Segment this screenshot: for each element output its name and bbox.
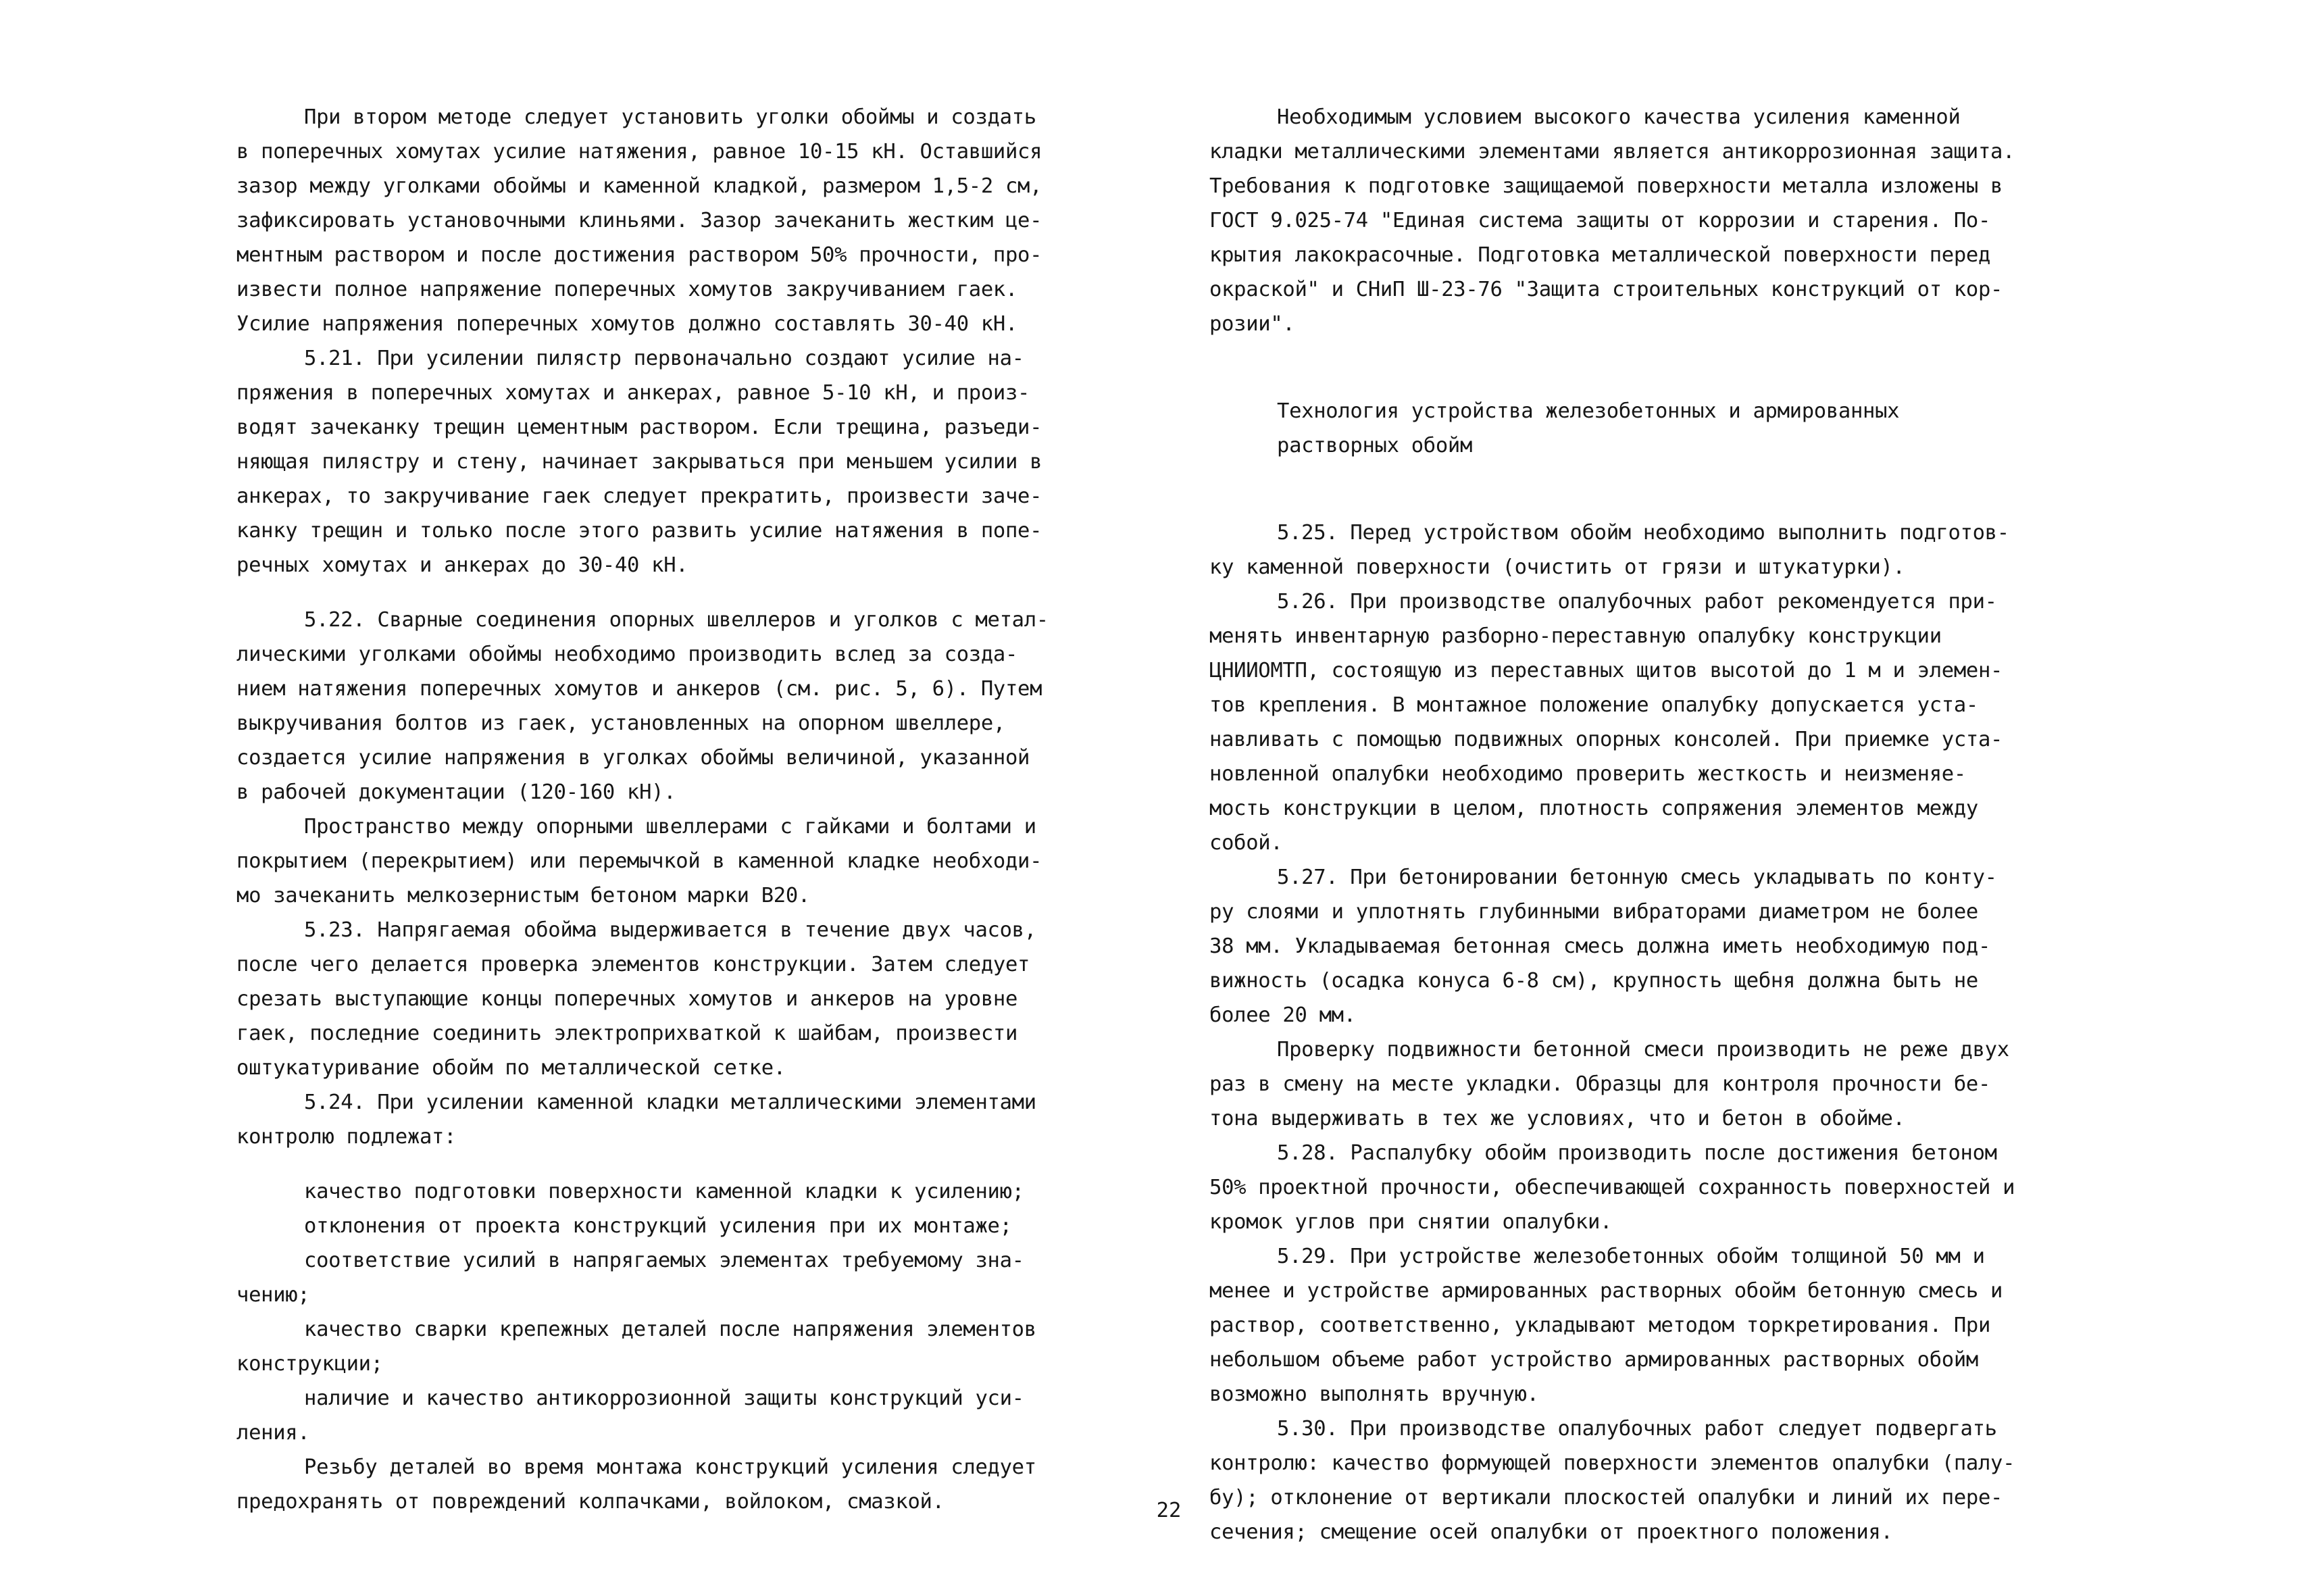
text-line: в поперечных хомутах усилие натяжения, равное 10-15 кН. Оставшийся: [236, 140, 1042, 164]
text-line: Проверку подвижности бетонной смеси производить не реже двух: [1277, 1038, 2009, 1062]
text-line: собой.: [1209, 831, 1283, 855]
text-line: более 20 мм.: [1209, 1003, 1356, 1027]
text-line: менее и устройстве армированных растворных обойм бетонную смесь и: [1209, 1279, 2003, 1303]
text-line: качество сварки крепежных деталей после напряжения элементов: [304, 1318, 1036, 1341]
left-text-column: [236, 100, 1142, 1519]
text-line: лическими уголками обоймы необходимо производить вслед за созда-: [236, 643, 1018, 666]
text-line: отклонения от проекта конструкций усиления при их монтаже;: [304, 1214, 1012, 1238]
text-line: тов крепления. В монтажное положение опалубку допускается уста-: [1209, 693, 1978, 717]
text-line: контролю подлежат:: [236, 1125, 457, 1149]
text-line: предохранять от повреждений колпачками, войлоком, смазкой.: [236, 1490, 945, 1514]
text-line: крытия лакокрасочные. Подготовка металлической поверхности перед: [1209, 243, 1991, 267]
text-line: возможно выполнять вручную.: [1209, 1382, 1539, 1406]
text-line: 5.21. При усилении пилястр первоначально создают усилие на-: [304, 347, 1024, 370]
text-line: водят зачеканку трещин цементным раствором. Если трещина, разъеди-: [236, 416, 1042, 439]
text-line: 5.25. Перед устройством обойм необходимо выполнить подготов-: [1277, 521, 2009, 545]
text-line: Пространство между опорными швеллерами с гайками и болтами и: [304, 815, 1036, 839]
text-line: после чего делается проверка элементов конструкции. Затем следует: [236, 953, 1030, 976]
text-line: ру слоями и уплотнять глубинными вибраторами диаметром не более: [1209, 900, 1978, 924]
text-line: кладки металлическими элементами является антикоррозионная защита.: [1209, 140, 2015, 164]
text-line: извести полное напряжение поперечных хомутов закручиванием гаек.: [236, 278, 1018, 301]
text-line: Технология устройства железобетонных и армированных: [1277, 399, 1900, 423]
text-line: навливать с помощью подвижных опорных консолей. При приемке уста-: [1209, 728, 2003, 751]
text-line: тона выдерживать в тех же условиях, что и бетон в обойме.: [1209, 1107, 1905, 1130]
text-line: канку трещин и только после этого развить усилие натяжения в попе-: [236, 519, 1042, 543]
text-line: 5.30. При производстве опалубочных работ следует подвергать: [1277, 1417, 1997, 1441]
text-line: Требования к подготовке защищаемой поверхности металла изложены в: [1209, 174, 2003, 198]
text-line: няющая пилястру и стену, начинает закрываться при меньшем усилии в: [236, 450, 1042, 474]
text-line: гаек, последние соединить электроприхваткой к шайбам, произвести: [236, 1022, 1018, 1045]
text-line: срезать выступающие концы поперечных хомутов и анкеров на уровне: [236, 987, 1018, 1011]
text-line: 5.27. При бетонировании бетонную смесь укладывать по конту-: [1277, 866, 1997, 889]
text-line: ЦНИИОМТП, состоящую из переставных щитов высотой до 1 м и элемен-: [1209, 659, 2003, 682]
text-line: контролю: качество формующей поверхности элементов опалубки (палу-: [1209, 1451, 2015, 1475]
text-line: окраской" и СНиП Ш-23-76 "Защита строительных конструкций от кор-: [1209, 278, 2003, 301]
text-line: кромок углов при снятии опалубки.: [1209, 1210, 1613, 1234]
text-line: 5.26. При производстве опалубочных работ рекомендуется при-: [1277, 590, 1997, 614]
text-line: оштукатуривание обойм по металлической сетке.: [236, 1056, 786, 1080]
text-line: вижность (осадка конуса 6-8 см), крупность щебня должна быть не: [1209, 969, 1978, 993]
section-gap: [1209, 341, 2135, 394]
text-line: мость конструкции в целом, плотность сопряжения элементов между: [1209, 797, 1978, 820]
text-line: 38 мм. Укладываемая бетонная смесь должна иметь необходимую под-: [1209, 934, 1991, 958]
text-line: новленной опалубки необходимо проверить жесткость и неизменяе-: [1209, 762, 1966, 786]
text-line: ГОСТ 9.025-74 "Единая система защиты от коррозии и старения. По-: [1209, 209, 1991, 232]
text-line: 5.22. Сварные соединения опорных швеллеров и уголков с метал-: [304, 608, 1049, 632]
text-line: анкерах, то закручивание гаек следует прекратить, произвести заче-: [236, 484, 1042, 508]
text-line: нием натяжения поперечных хомутов и анкеров (см. рис. 5, 6). Путем: [236, 677, 1042, 701]
text-line: раз в смену на месте укладки. Образцы для контроля прочности бе-: [1209, 1072, 1991, 1096]
text-line: конструкции;: [236, 1352, 383, 1376]
text-line: растворных обойм: [1277, 434, 1473, 457]
text-line: 5.28. Распалубку обойм производить после достижения бетоном: [1277, 1141, 1997, 1165]
text-line: 50% проектной прочности, обеспечивающей сохранность поверхностей и: [1209, 1176, 2015, 1199]
text-line: небольшом объеме работ устройство армированных растворных обойм: [1209, 1348, 1978, 1372]
text-line: розии".: [1209, 312, 1295, 336]
text-line: Резьбу деталей во время монтажа конструкций усиления следует: [304, 1455, 1036, 1479]
paragraph-gap: [236, 1154, 1142, 1174]
text-line: 5.23. Напрягаемая обойма выдерживается в течение двух часов,: [304, 918, 1036, 942]
text-line: наличие и качество антикоррозионной защиты конструкций уси-: [304, 1387, 1024, 1410]
text-line: создается усилие напряжения в уголках обоймы величиной, указанной: [236, 746, 1030, 770]
text-line: 5.29. При устройстве железобетонных обойм толщиной 50 мм и: [1277, 1245, 1985, 1268]
text-line: ментным раствором и после достижения раствором 50% прочности, про-: [236, 243, 1042, 267]
text-line: сечения; смещение осей опалубки от проектного положения.: [1209, 1520, 1893, 1544]
section-gap: [1209, 463, 2135, 516]
text-line: зафиксировать установочными клиньями. Зазор зачеканить жестким це-: [236, 209, 1042, 232]
text-line: Необходимым условием высокого качества усиления каменной: [1277, 105, 1961, 129]
text-line: зазор между уголками обоймы и каменной кладкой, размером 1,5-2 см,: [236, 174, 1042, 198]
text-line: соответствие усилий в напрягаемых элементах требуемому зна-: [304, 1249, 1024, 1272]
text-line: Усилие напряжения поперечных хомутов должно составлять 30-40 кН.: [236, 312, 1018, 336]
text-line: выкручивания болтов из гаек, установленных на опорном швеллере,: [236, 712, 1005, 735]
text-line: бу); отклонение от вертикали плоскостей опалубки и линий их пере-: [1209, 1486, 2003, 1510]
text-line: 5.24. При усилении каменной кладки металлическими элементами: [304, 1091, 1036, 1114]
text-line: покрытием (перекрытием) или перемычкой в каменной кладке необходи-: [236, 849, 1042, 873]
text-line: чению;: [236, 1283, 310, 1307]
text-line: При втором методе следует установить уголки обоймы и создать: [304, 105, 1036, 129]
text-line: качество подготовки поверхности каменной кладки к усилению;: [304, 1180, 1024, 1203]
text-line: в рабочей документации (120-160 кН).: [236, 780, 676, 804]
right-text-column: [1209, 100, 2135, 1549]
text-line: ку каменной поверхности (очистить от грязи и штукатурки).: [1209, 555, 1905, 579]
text-line: менять инвентарную разборно-переставную опалубку конструкции: [1209, 624, 1942, 648]
text-line: раствор, соответственно, укладывают методом торкретирования. При: [1209, 1314, 1991, 1337]
text-line: пряжения в поперечных хомутах и анкерах, равное 5-10 кН, и произ-: [236, 381, 1030, 405]
text-line: ления.: [236, 1421, 310, 1445]
text-line: мо зачеканить мелкозернистым бетоном марки В20.: [236, 884, 810, 907]
page-number: 22: [1156, 1499, 1182, 1522]
paragraph-gap: [236, 582, 1142, 603]
text-line: речных хомутах и анкерах до 30-40 кН.: [236, 553, 688, 577]
